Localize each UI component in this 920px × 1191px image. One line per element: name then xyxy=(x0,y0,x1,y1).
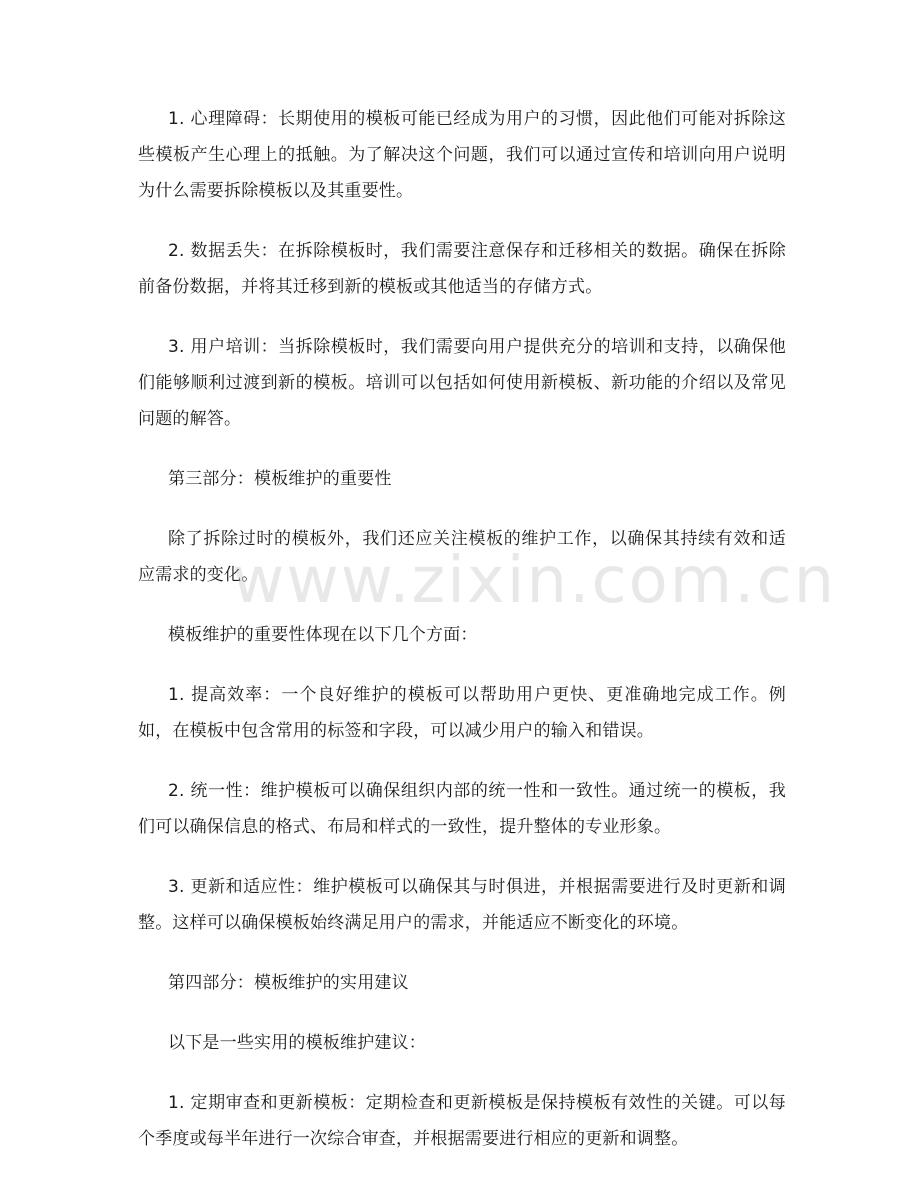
paragraph-maintenance-intro: 除了拆除过时的模板外，我们还应关注模板的维护工作，以确保其持续有效和适应需求的变化。 xyxy=(138,529,786,585)
paragraph-uniformity: 2. 统一性：维护模板可以确保组织内部的统一性和一致性。通过统一的模板，我们可以确保信息的格式、布局和样式的一致性，提升整体的专业形象。 xyxy=(138,781,786,837)
section-heading-part-four: 第四部分：模板维护的实用建议 xyxy=(168,973,409,993)
paragraph-data-loss: 2. 数据丢失：在拆除模板时，我们需要注意保存和迁移相关的数据。确保在拆除前备份数据，并将其迁移到新的模板或其他适当的存储方式。 xyxy=(138,241,786,297)
section-heading-part-three: 第三部分：模板维护的重要性 xyxy=(168,469,392,489)
paragraph-update-adaptability: 3. 更新和适应性：维护模板可以确保其与时俱进，并根据需要进行及时更新和调整。这样可以确保模板始终满足用户的需求，并能适应不断变化的环境。 xyxy=(138,877,786,933)
paragraph-psychological-barrier: 1. 心理障碍：长期使用的模板可能已经成为用户的习惯，因此他们可能对拆除这些模板产生心理上的抵触。为了解决这个问题，我们可以通过宣传和培训向用户说明为什么需要拆除模板以及其重要性。 xyxy=(138,109,786,201)
paragraph-user-training: 3. 用户培训：当拆除模板时，我们需要向用户提供充分的培训和支持，以确保他们能够顺利过渡到新的模板。培训可以包括如何使用新模板、新功能的介绍以及常见问题的解答。 xyxy=(138,337,786,429)
paragraph-efficiency: 1. 提高效率：一个良好维护的模板可以帮助用户更快、更准确地完成工作。例如，在模板中包含常用的标签和字段，可以减少用户的输入和错误。 xyxy=(138,685,786,741)
document-body xyxy=(138,101,786,1181)
paragraph-suggestions-intro: 以下是一些实用的模板维护建议： xyxy=(168,1033,426,1053)
paragraph-importance-aspects: 模板维护的重要性体现在以下几个方面： xyxy=(168,625,478,645)
watermark: www.zixin.com.cn xyxy=(232,544,837,618)
paragraph-periodic-review: 1. 定期审查和更新模板：定期检查和更新模板是保持模板有效性的关键。可以每个季度或每半年进行一次综合审查，并根据需要进行相应的更新和调整。 xyxy=(138,1093,786,1149)
